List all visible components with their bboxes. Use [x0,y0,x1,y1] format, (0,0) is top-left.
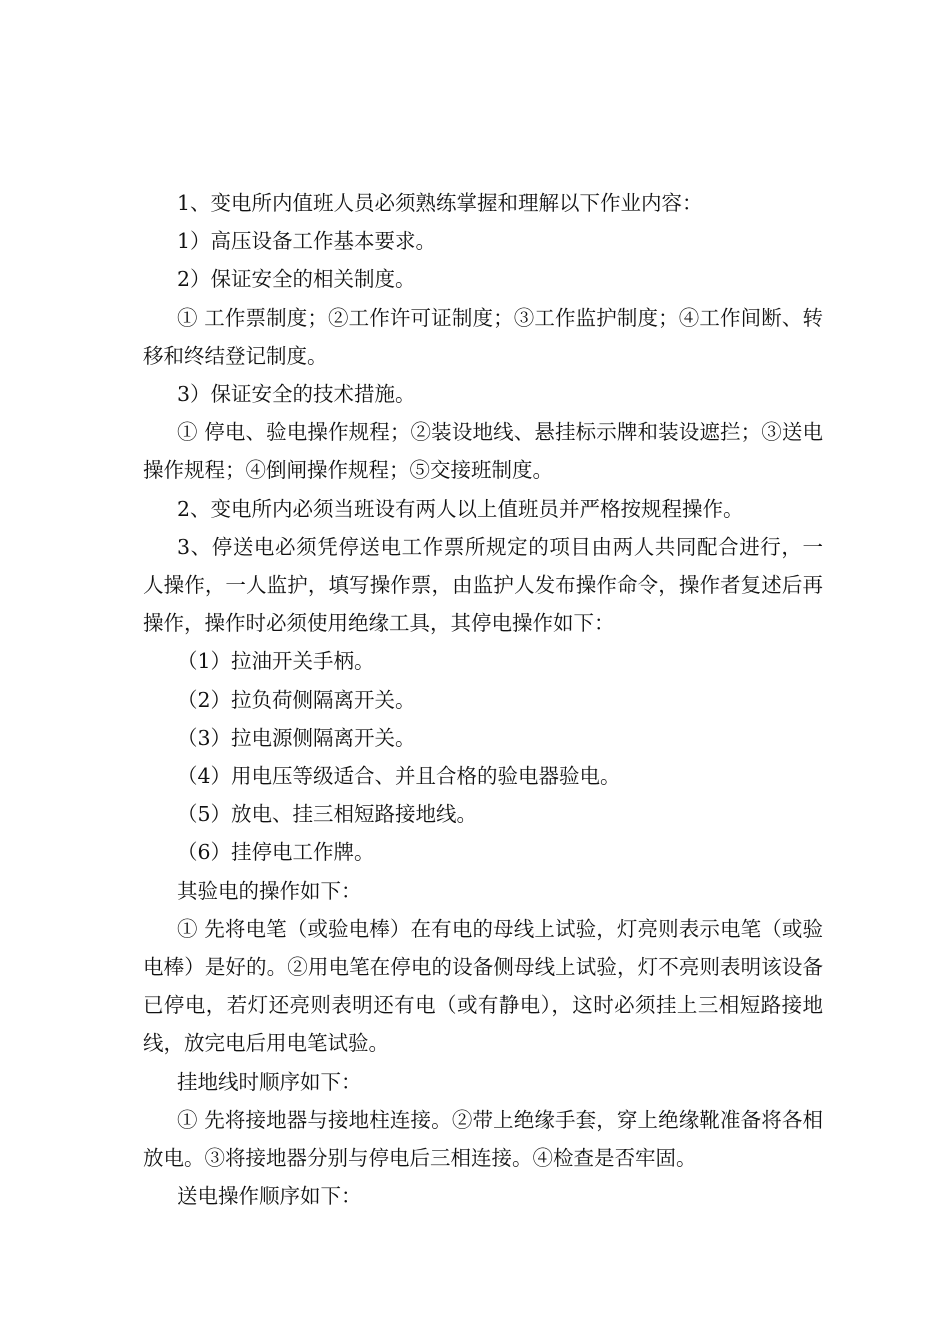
paragraph-8: 3、停送电必须凭停送电工作票所规定的项目由两人共同配合进行，一人操作，一人监护，填写操作票，由监护人发布操作命令，操作者复述后再操作，操作时必须使用绝缘工具，其停电操作如下： [143,534,823,636]
paragraph-3: 2）保证安全的相关制度。 [177,267,416,292]
paragraph-14: （6）挂停电工作牌。 [177,840,375,865]
paragraph-2: 1）高压设备工作基本要求。 [177,229,437,254]
paragraph-6: ① 停电、验电操作规程；②装设地线、悬挂标示牌和装设遮拦；③送电操作规程；④倒闸操作规程；⑤交接班制度。 [143,420,823,483]
paragraph-19: 送电操作顺序如下： [177,1184,362,1209]
paragraph-10: （2）拉负荷侧隔离开关。 [177,687,416,712]
paragraph-9: （1）拉油开关手柄。 [177,649,375,674]
paragraph-4: ① 工作票制度；②工作许可证制度；③工作监护制度；④工作间断、转移和终结登记制度。 [143,305,823,368]
document-body [143,184,823,1215]
paragraph-13: （5）放电、挂三相短路接地线。 [177,802,478,827]
paragraph-15: 其验电的操作如下： [177,878,362,903]
paragraph-7: 2、变电所内必须当班设有两人以上值班员并严格按规程操作。 [177,496,744,521]
paragraph-17: 挂地线时顺序如下： [177,1069,362,1094]
paragraph-12: （4）用电压等级适合、并且合格的验电器验电。 [177,764,621,789]
paragraph-18: ① 先将接地器与接地柱连接。②带上绝缘手套，穿上绝缘靴准备将各相放电。③将接地器分别与停电后三相连接。④检查是否牢固。 [143,1107,823,1171]
paragraph-11: （3）拉电源侧隔离开关。 [177,725,416,750]
paragraph-5: 3）保证安全的技术措施。 [177,382,416,407]
paragraph-1: 1、变电所内值班人员必须熟练掌握和理解以下作业内容： [177,191,703,215]
paragraph-16: ① 先将电笔（或验电棒）在有电的母线上试验，灯亮则表示电笔（或验电棒）是好的。②用电笔在停电的设备侧母线上试验，灯不亮则表明该设备已停电，若灯还亮则表明还有电（或有静电），这时必须挂上三相短路接地线，放完电后用电笔试验。 [143,916,823,1056]
